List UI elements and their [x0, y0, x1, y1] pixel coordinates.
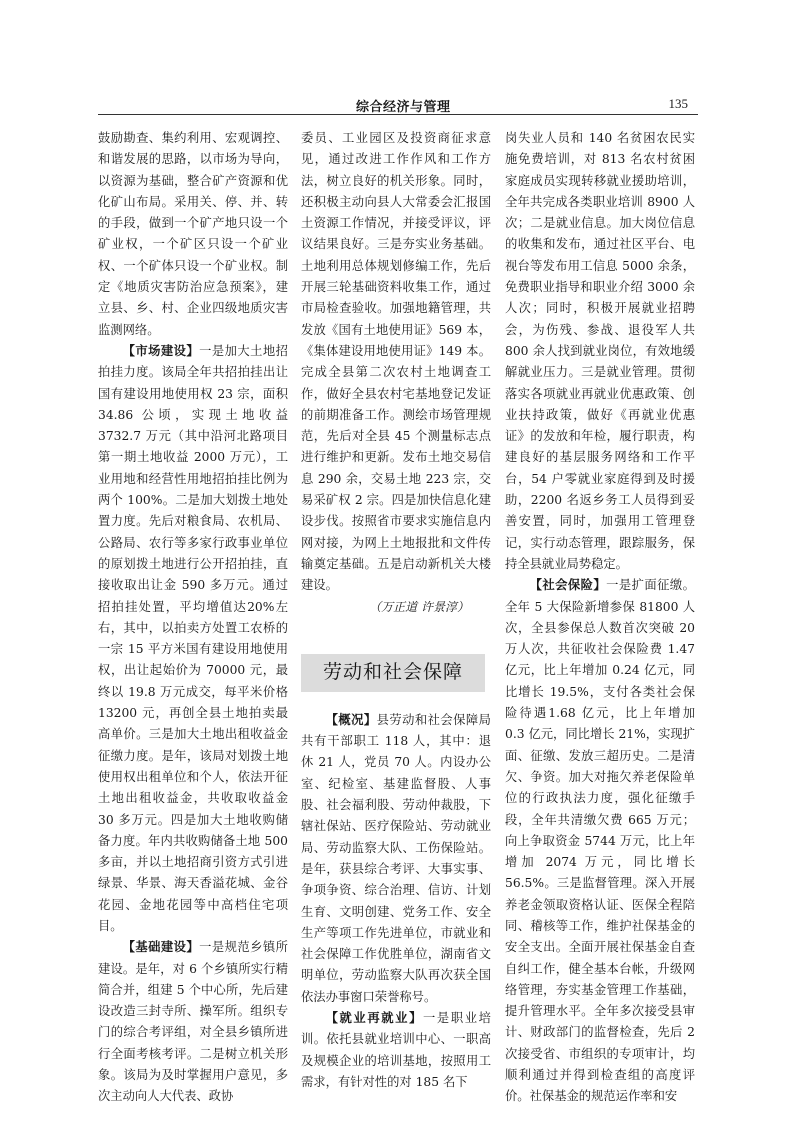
section-heading: 【市场建设】	[122, 343, 200, 358]
header-title: 综合经济与管理	[356, 100, 451, 115]
paragraph	[301, 710, 491, 1008]
paragraph-text: 一是职业培训。依托县就业培训中心、一职高及规模企业的培训基地，按照用工需求，有针对性的对 185 名下	[301, 1010, 491, 1089]
section-title-box: 劳动和社会保障	[301, 654, 485, 692]
paragraph	[98, 937, 288, 1107]
section-heading: 【基础建设】	[122, 940, 200, 955]
header-rule	[98, 114, 698, 115]
paragraph: 岗失业人员和 140 名贫困农民实施免费培训，对 813 名农村贫困家庭成员实现转移就业援助培训，全年共完成各类职业培训 8900 人次；二是就业信息。加大岗位信息的收集和发布，通过社区平台、电视台等发布用工信息 5000 余条，免费职业指导和职业介绍 3000 余人次；同时，积极开展就业招聘会，为伤残、参战、退役军人共 800 余人找到就业岗位，有效地缓解就业压力。三是就业管理。贯彻落实各项就业再就业优惠政策、创业扶持政策，做好《再就业优惠证》的发放和年检，履行职责，构建良好的基层服务网络和工作平台，54 户零就业家庭得到及时援助，2200 名返乡务工人员得到妥善安置，同时，加强用工管理登记，实行动态管理，跟踪服务，保持全县就业局势稳定。	[505, 131, 695, 571]
page-number: 135	[668, 96, 688, 111]
section-heading: 【就业再就业】	[325, 1010, 424, 1025]
paragraph	[505, 575, 695, 1107]
running-header	[98, 94, 698, 120]
paragraph: 鼓励勘查、集约利用、宏观调控、和谐发展的思路，以市场为导向，以资源为基础，整合矿产资源和优化矿山布局。采用关、停、并、转的手段，做到一个矿产地只设一个矿业权，一个矿区只设一个矿业权、一个矿体只设一个矿业权。制定《地质灾害防治应急预案》，建立县、乡、村、企业四级地质灾害监测网络。	[98, 131, 288, 337]
column-2	[301, 128, 491, 1093]
paragraph: 委员、工业园区及投资商征求意见，通过改进工作作风和工作方法，树立良好的机关形象。同时，还积极主动向县人大常委会汇报国土资源工作情况，并接受评议，评议结果良好。三是夯实业务基础。土地利用总体规划修编工作，先后开展三轮基础资料收集工作，通过市局检查验收。加强地籍管理，共发放《国有土地使用证》569 本，《集体建设用地使用证》149 本。完成全县第二次农村土地调查工作，做好全县农村宅基地登记发证的前期准备工作。测绘市场管理规范，先后对全县 45 个测量标志点进行维护和更新。发布土地交易信息 290 余，交易土地 223 宗，交易采矿权 2 宗。四是加快信息化建设步伐。按照省市要求实施信息内网对接，为网上土地报批和文件传输奠定基础。五是启动新机关大楼建设。	[301, 131, 491, 593]
section-heading: 【概况】	[325, 712, 377, 727]
paragraph	[301, 1008, 491, 1093]
paragraph-text: 一是扩面征缴。全年 5 大保险新增参保 81800 人次，全县参保总人数首次突破 20 万人次，共征收社会保险费 1.47 亿元，比上年增加 0.24 亿元，同比增长 19.5%，支付各类社会保险待遇1.68 亿元，比上年增加 0.3 亿元，同比增长 21%，实现扩面、征缴、发放三超历史。二是清欠、争资。加大对拖欠养老保险单位的行政执法力度，强化征缴手段，全年共清缴欠费 665 万元；向上争取资金 5744 万元，比上年增加 2074 万元，同比增长 56.5%。三是监督管理。深入开展养老金领取资格认证、医保全程陪同、稽核等工作，维护社保基金的安全支出。全面开展社保基金自查自纠工作，健全基本台帐，升级网络管理，夯实基金管理工作基础，提升管理水平。全年多次接受县审计、财政部门的监督检查，先后 2 次接受省、市组织的专项审计，均顺利通过并得到检查组的高度评价。社保基金的规范运作率和安	[505, 578, 695, 1104]
paragraph-text: 县劳动和社会保障局共有干部职工 118 人，其中：退休 21 人，党员 70 人。内设办公室、纪检室、基建监督股、人事股、社会福利股、劳动仲裁股，下辖社保站、医疗保险站、劳动就业局、劳动监察大队、工伤保险站。是年，获县综合考评、大事实事、争项争资、综合治理、信访、计划生育、文明创建、党务工作、安全生产等项工作先进单位，市就业和社会保障工作优胜单位，湖南省文明单位，劳动监察大队再次获全国依法办事窗口荣誉称号。	[301, 712, 491, 1004]
column-1	[98, 128, 288, 1108]
paragraph-text: 一是加大土地招拍挂力度。该局全年共招拍挂出让国有建设用地使用权 23 宗，面积34.86 公顷，实现土地收益3732.7 万元（其中沿河北路项目第一期土地收益 2000 万元），工业用地和经营性用地招拍挂比例为两个 100%。二是加大划拨土地处置力度。先后对粮食局、农机局、公路局、农行等多家行政事业单位的原划拨土地进行公开招拍挂，直接收取出让金 590 多万元。通过招拍挂处置，平均增值达20%左右，其中，以拍卖方处置工农桥的一宗 15 平方米国有建设用地使用权，出让起始价为 70000 元，最终以 19.8 万元成交，每平米价格 13200 元，再创全县土地拍卖最高单价。三是加大土地出租收益金征缴力度。是年，该局对划拨土地使用权出租单位和个人，依法开征土地出租收益金，共收取收益金 30 多万元。四是加大土地收购储备力度。年内共收购储备土地 500 多亩，并以土地招商引资方式引进绿景、华景、海天香溢花城、金谷花园、金地花园等中高档住宅项目。	[98, 343, 288, 933]
author-credit: （万正道 许景淳）	[369, 599, 469, 614]
column-3	[505, 128, 695, 1108]
section-heading: 【社会保险】	[529, 578, 607, 593]
paragraph-text: 一是规范乡镇所建设。是年，对 6 个乡镇所实行精简合并，组建 5 个中心所，先后建设改造三封寺所、操军所。组织专门的综合考评组，对全县乡镇所进行全面考核考评。二是树立机关形象。该局为及时掌握用户意见，多次主动向人大代表、政协	[98, 940, 288, 1104]
paragraph	[98, 341, 288, 937]
